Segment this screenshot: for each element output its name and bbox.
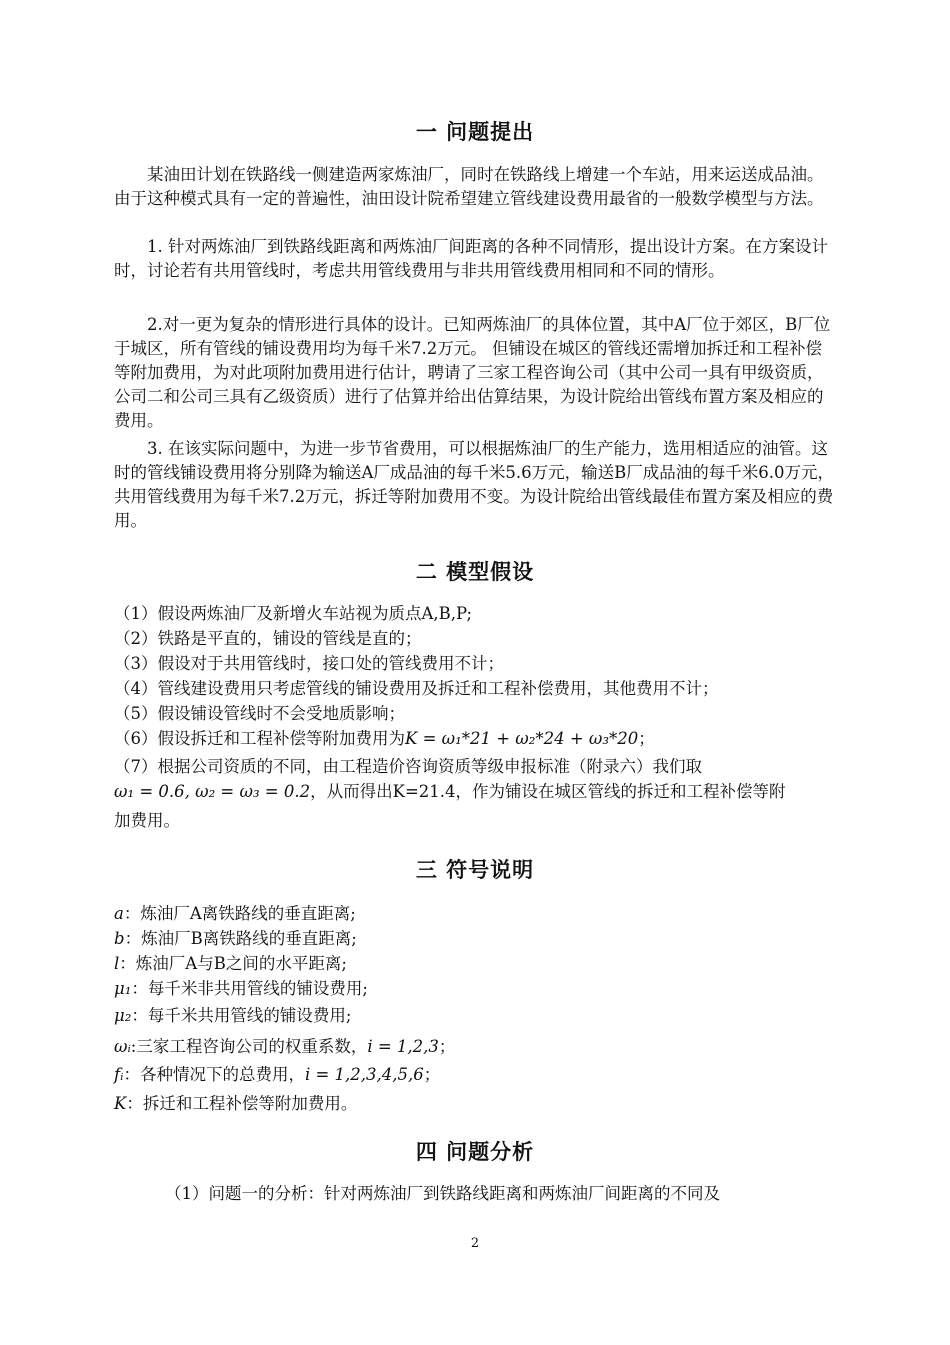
symbol-name: fᵢ <box>114 1065 124 1084</box>
symbol-row <box>114 1004 836 1028</box>
page-number: 2 <box>470 1236 480 1251</box>
symbol-name: a <box>114 904 124 923</box>
assumption-1: （1）假设两炼油厂及新增火车站视为质点A,B,P; <box>114 604 473 623</box>
symbol-name: ωᵢ <box>114 1037 131 1056</box>
assumption-6-end: ； <box>638 729 655 748</box>
problem-item-1: 1. 针对两炼油厂到铁路线距离和两炼油厂间距离的各种不同情形，提出设计方案。在方案设计时，讨论若有共用管线时，考虑共用管线费用与非共用管线费用相同和不同的情形。 <box>114 237 828 280</box>
symbol-row <box>114 1035 836 1059</box>
assumption-7-line1: （7）根据公司资质的不同，由工程造价咨询资质等级申报标准（附录六）我们取 <box>114 757 702 776</box>
symbol-row <box>114 1063 836 1087</box>
symbol-desc: ：拆迁和工程补偿等附加费用。 <box>126 1094 358 1113</box>
symbol-desc: ：各种情况下的总费用， <box>123 1065 305 1084</box>
assumption-7-line3: 加费用。 <box>114 811 180 830</box>
cost-formula: K = ω₁*21 + ω₂*24 + ω₃*20 <box>405 729 639 748</box>
symbol-desc: ：每千米共用管线的铺设费用; <box>131 1006 352 1025</box>
index-range: i = 1,2,3,4,5,6 <box>304 1065 424 1084</box>
section-title-problem: 一 问题提出 <box>415 120 535 144</box>
problem-intro-paragraph: 某油田计划在铁路线一侧建造两家炼油厂，同时在铁路线上增建一个车站，用来运送成品油。由于这种模式具有一定的普遍性，油田设计院希望建立管线建设费用最省的一般数学模型与方法。 <box>114 165 824 208</box>
symbol-row <box>114 952 836 976</box>
symbol-row <box>114 1092 836 1116</box>
symbol-desc: :三家工程咨询公司的权重系数， <box>130 1037 368 1056</box>
assumption-7-text: ，从而得出K=21.4，作为铺设在城区管线的拆迁和工程补偿等附 <box>310 782 786 801</box>
analysis-paragraph: （1）问题一的分析：针对两炼油厂到铁路线距离和两炼油厂间距离的不同及 <box>165 1184 720 1203</box>
section-title-analysis: 四 问题分析 <box>415 1140 535 1164</box>
symbol-row <box>114 927 836 951</box>
symbol-desc: ：每千米非共用管线的铺设费用; <box>131 979 368 998</box>
symbol-end: ； <box>423 1065 441 1084</box>
symbol-desc: ：炼油厂B离铁路线的垂直距离; <box>124 929 357 948</box>
symbol-row <box>114 902 836 926</box>
symbol-row <box>114 977 836 1001</box>
section-title-symbols: 三 符号说明 <box>415 858 535 882</box>
weight-formula: ω₁ = 0.6, ω₂ = ω₃ = 0.2 <box>114 782 311 801</box>
assumption-2: （2）铁路是平直的，铺设的管线是直的； <box>114 629 422 648</box>
symbol-name: μ₁ <box>114 979 132 998</box>
problem-item-3: 3. 在该实际问题中，为进一步节省费用，可以根据炼油厂的生产能力，选用相适应的油管。这时的管线铺设费用将分别降为输送A厂成品油的每千米5.6万元，输送B厂成品油的每千米6.0万元，共用管线费用为每千米7.2万元，拆迁等附加费用不变。为设计院给出管线最佳布置方案及相应的费用。 <box>114 439 835 530</box>
symbol-name: K <box>114 1094 127 1113</box>
section-title-assumptions: 二 模型假设 <box>415 560 535 584</box>
index-range: i = 1,2,3 <box>367 1037 439 1056</box>
assumption-5: （5）假设铺设管线时不会受地质影响； <box>114 704 405 723</box>
problem-item-2: 2.对一更为复杂的情形进行具体的设计。已知两炼油厂的具体位置，其中A厂位于郊区，B厂位于城区，所有管线的铺设费用均为每千米7.2万元。 但铺设在城区的管线还需增加拆迁和工程补偿等附加费用，为对此项附加费用进行估计，聘请了三家工程咨询公司（其中公司一具有甲级资质，公司二和公司三具有乙级资质）进行了估算并给出估算结果，为设计院给出管线布置方案及相应的费用。 <box>114 315 831 430</box>
symbol-desc: ：炼油厂A离铁路线的垂直距离; <box>123 904 356 923</box>
symbol-name: μ₂ <box>114 1006 132 1025</box>
symbol-desc: ：炼油厂A与B之间的水平距离; <box>119 954 347 973</box>
symbol-name: b <box>114 929 125 948</box>
assumption-6 <box>114 727 836 751</box>
assumption-6-text: （6）假设拆迁和工程补偿等附加费用为 <box>114 729 405 748</box>
assumption-3: （3）假设对于共用管线时，接口处的管线费用不计； <box>114 654 504 673</box>
symbol-end: ； <box>438 1037 456 1056</box>
assumption-7-line2 <box>114 780 836 804</box>
symbol-name: l <box>114 954 120 973</box>
assumption-4: （4）管线建设费用只考虑管线的铺设费用及拆迁和工程补偿费用，其他费用不计； <box>114 679 719 698</box>
